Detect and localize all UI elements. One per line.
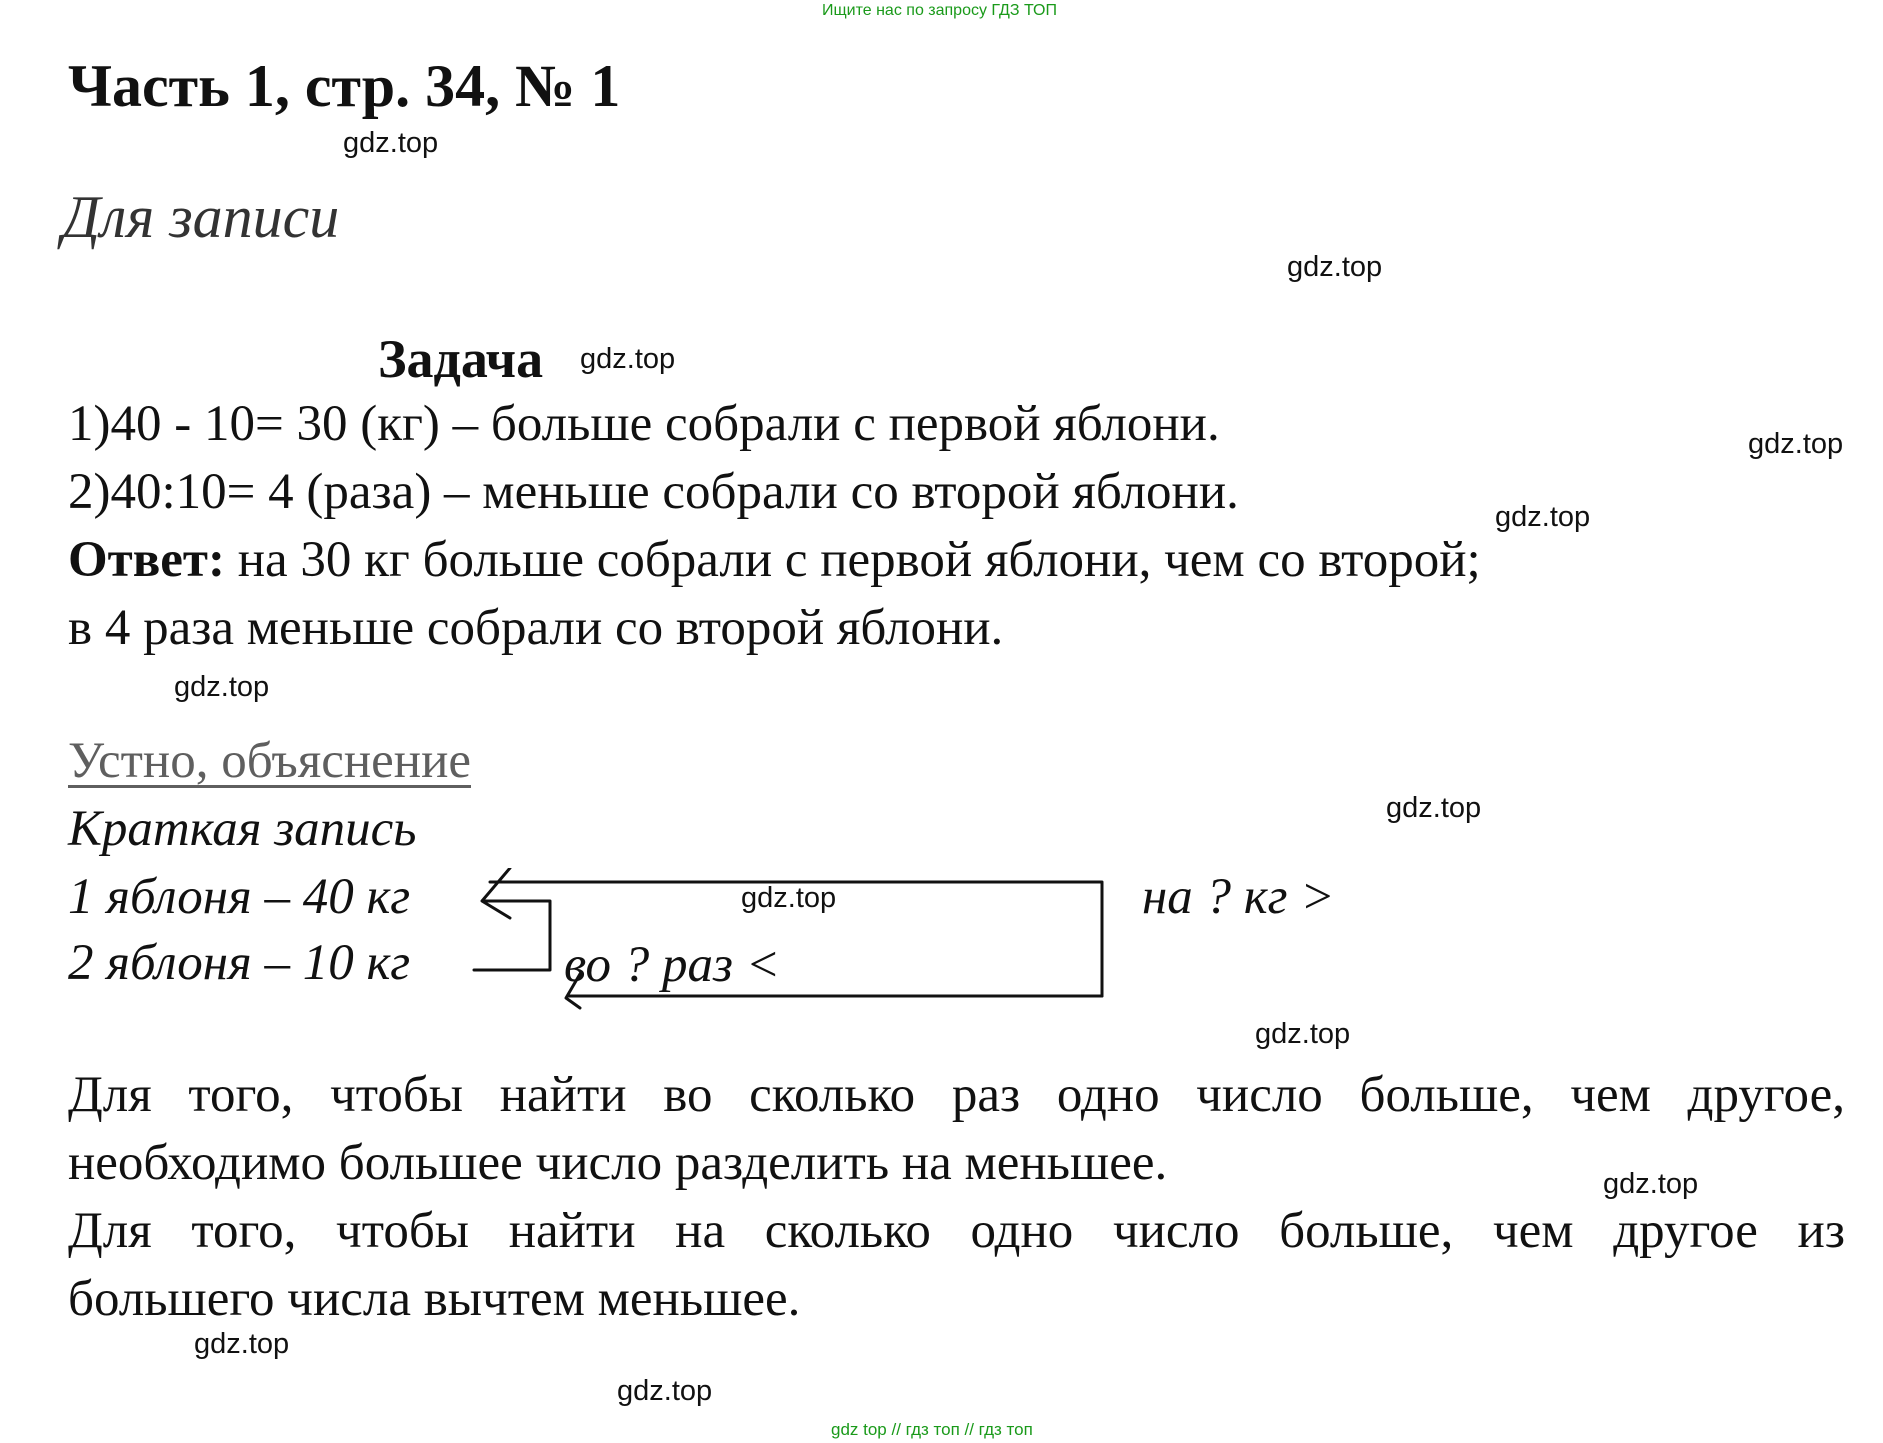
answer-line-2: в 4 раза меньше собрали со второй яблони.	[68, 600, 1004, 656]
watermark: gdz.top	[1287, 251, 1383, 283]
answer-label: Ответ:	[68, 532, 225, 588]
answer-text: на 30 кг больше собрали с первой яблони, чем со второй;	[224, 532, 1481, 588]
oral-heading: Устно, объяснение	[68, 733, 471, 789]
solution-step-1: 1)40 - 10= 30 (кг) – больше собрали с первой яблони.	[68, 396, 1220, 452]
watermark: gdz.top	[1386, 792, 1482, 824]
lower-arrowhead	[566, 974, 580, 1008]
compare-times-label: во ? раз <	[564, 937, 781, 993]
top-banner: Ищите нас по запросу ГДЗ ТОП	[822, 2, 1057, 19]
times-bracket-line	[474, 901, 550, 970]
upper-arrowhead	[482, 868, 510, 918]
watermark: gdz.top	[617, 1375, 713, 1407]
watermark: gdz.top	[343, 127, 439, 159]
watermark: gdz.top	[194, 1328, 290, 1360]
task-heading: Задача	[378, 329, 544, 389]
section-subtitle: Для записи	[62, 184, 340, 250]
footer-links: gdz top // гдз топ // гдз топ	[831, 1420, 1033, 1439]
watermark: gdz.top	[741, 882, 837, 914]
short-note-row-2: 2 яблоня – 10 кг	[68, 935, 411, 991]
answer-line-1	[68, 531, 1481, 589]
short-note-title: Краткая запись	[68, 801, 417, 857]
short-note-row-1: 1 яблоня – 40 кг	[68, 869, 411, 925]
explanation-2-line-2: большего числа вычтем меньшее.	[68, 1271, 801, 1327]
explanation-1-line-2: необходимо большее число разделить на меньшее.	[68, 1135, 1168, 1191]
watermark: gdz.top	[1495, 501, 1591, 533]
explanation-1-line-1: Для того, чтобы найти во сколько раз одно число больше, чем другое,	[68, 1067, 1845, 1123]
watermark: gdz.top	[1748, 428, 1844, 460]
page-title: Часть 1, стр. 34, № 1	[68, 53, 621, 119]
compare-more-label: на ? кг >	[1142, 869, 1335, 925]
solution-step-2: 2)40:10= 4 (раза) – меньше собрали со второй яблони.	[68, 464, 1239, 520]
watermark: gdz.top	[174, 671, 270, 703]
watermark: gdz.top	[1603, 1168, 1699, 1200]
watermark: gdz.top	[580, 343, 676, 375]
watermark: gdz.top	[1255, 1018, 1351, 1050]
explanation-2-line-1: Для того, чтобы найти на сколько одно число больше, чем другое из	[68, 1203, 1845, 1259]
